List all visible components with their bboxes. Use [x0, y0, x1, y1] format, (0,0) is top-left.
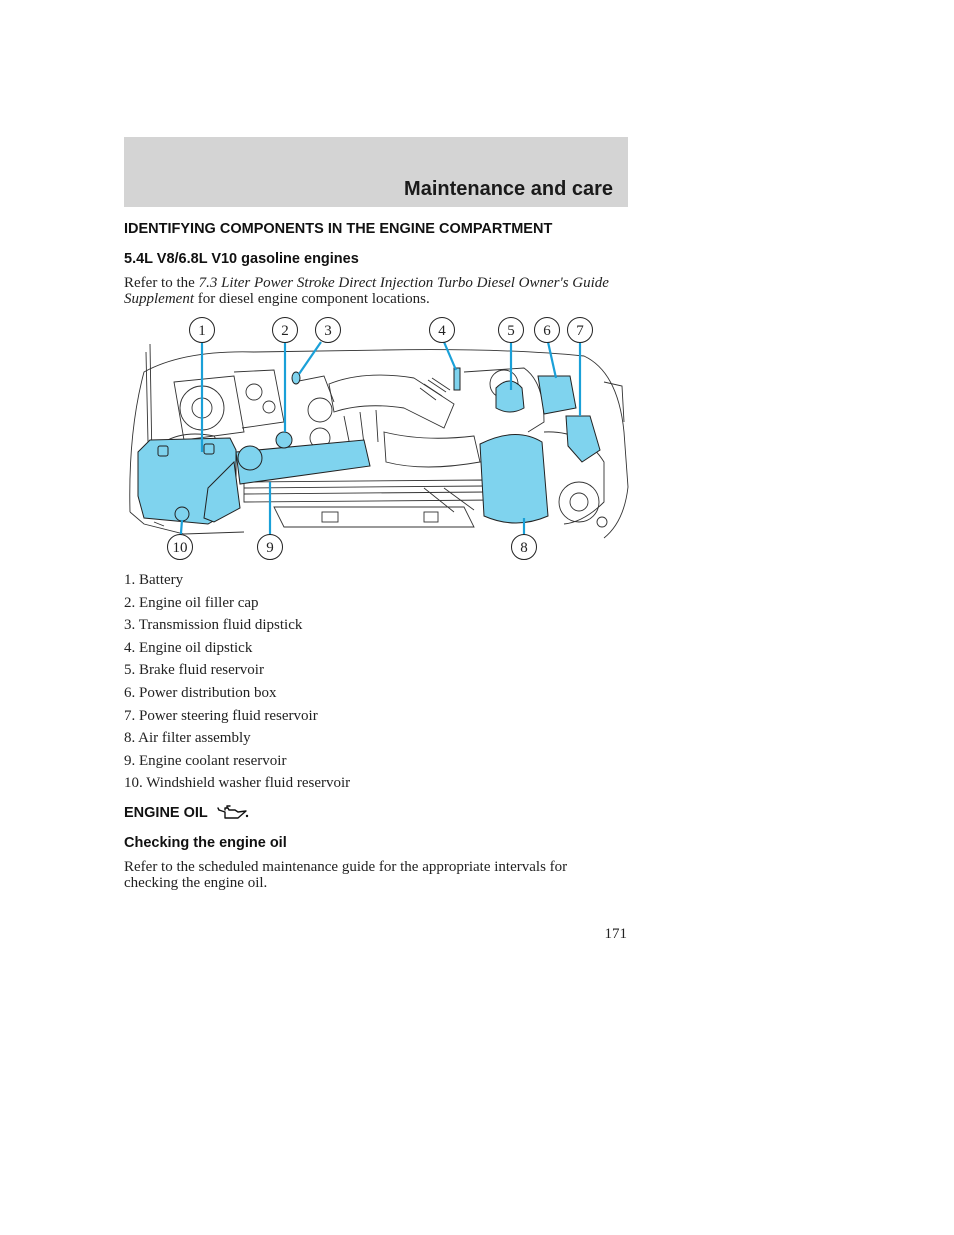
svg-text:7: 7	[576, 323, 584, 339]
list-item: 6. Power distribution box	[124, 684, 277, 701]
svg-text:10: 10	[172, 540, 188, 556]
checking-oil-text: Refer to the scheduled maintenance guide for the appropriate intervals for checking the engine oil.	[124, 859, 568, 891]
checking-oil-subheading: Checking the engine oil	[124, 835, 287, 851]
callout-5	[499, 318, 524, 343]
section-heading: IDENTIFYING COMPONENTS IN THE ENGINE COMPARTMENT	[124, 221, 553, 237]
callout-3	[316, 318, 341, 343]
callout-9	[258, 535, 283, 560]
svg-text:9: 9	[266, 540, 274, 556]
coolant-cap	[238, 446, 262, 470]
callout-8	[512, 535, 537, 560]
svg-text:5: 5	[507, 323, 515, 339]
component-list	[124, 571, 350, 797]
intro-text-after: for diesel engine component locations.	[193, 291, 430, 307]
svg-text:1: 1	[198, 323, 206, 339]
svg-text:4: 4	[438, 323, 446, 339]
header-band	[124, 137, 628, 207]
callout-7	[568, 318, 593, 343]
callout-10	[168, 535, 193, 560]
oil-filler-cap-shape	[276, 432, 292, 448]
engine-oil-heading-text: ENGINE OIL	[124, 805, 208, 821]
svg-text:2: 2	[281, 323, 289, 339]
list-item: 4. Engine oil dipstick	[124, 639, 253, 656]
intro-text-italic: 7.3 Liter Power Stroke Direct Injection Turbo Diesel Owner's Guide Supplement	[124, 275, 609, 307]
list-item: 2. Engine oil filler cap	[124, 594, 259, 611]
svg-text:8: 8	[520, 540, 528, 556]
callout-1	[190, 318, 215, 343]
engine-compartment-figure	[124, 312, 630, 566]
air-filter-shape	[480, 434, 548, 523]
callout-2	[273, 318, 298, 343]
callout-6	[535, 318, 560, 343]
battery-terminal	[158, 446, 168, 456]
intro-text-before: Refer to the	[124, 275, 199, 291]
oil-dipstick-shape	[454, 368, 460, 390]
oil-can-icon	[216, 804, 250, 822]
intro-paragraph	[124, 275, 624, 307]
power-distribution-box-shape	[538, 376, 576, 414]
list-item: 1. Battery	[124, 572, 184, 588]
page-section-title: Maintenance and care	[404, 178, 613, 200]
battery-terminal	[204, 444, 214, 454]
svg-text:3: 3	[324, 323, 332, 339]
engine-subheading: 5.4L V8/6.8L V10 gasoline engines	[124, 251, 359, 267]
list-item: 5. Brake fluid reservoir	[124, 662, 264, 679]
list-item: 8. Air filter assembly	[124, 730, 251, 747]
list-item: 3. Transmission fluid dipstick	[124, 617, 303, 634]
svg-text:6: 6	[543, 323, 551, 339]
page-number: 171	[604, 926, 627, 942]
list-item: 10. Windshield washer fluid reservoir	[124, 775, 351, 792]
power-steering-reservoir-shape	[566, 416, 600, 462]
engine-oil-heading	[124, 804, 250, 822]
list-item: 9. Engine coolant reservoir	[124, 752, 287, 769]
callout-4	[430, 318, 455, 343]
washer-cap	[175, 507, 189, 521]
list-item: 7. Power steering fluid reservoir	[124, 707, 318, 724]
